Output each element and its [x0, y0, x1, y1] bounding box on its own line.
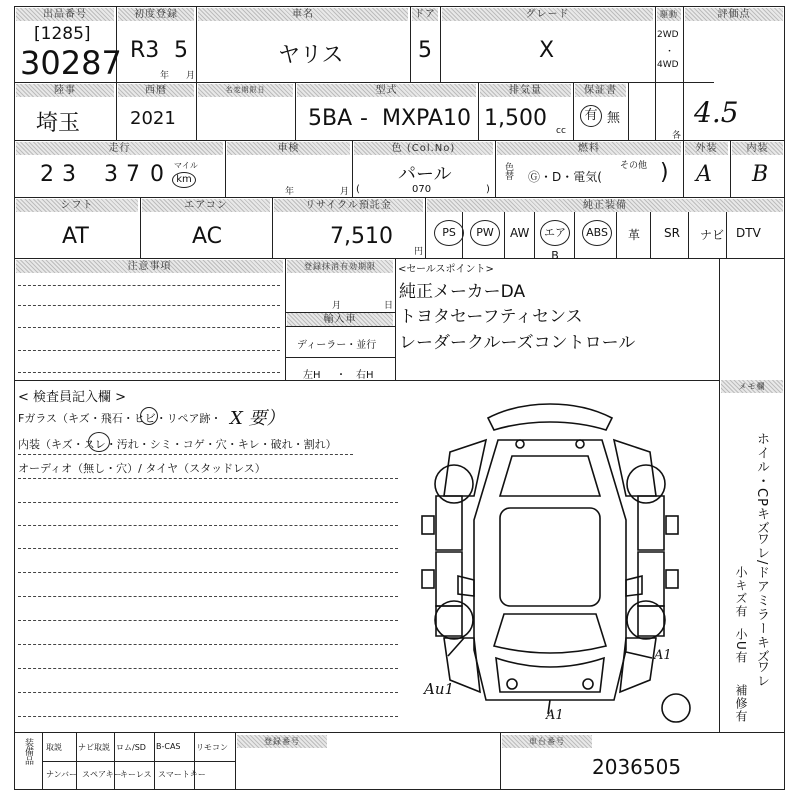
- equipment-item: PW: [470, 220, 500, 246]
- shift-value: AT: [62, 224, 89, 249]
- inspect-year: 年: [285, 187, 295, 197]
- equip-item: ロム/SD: [116, 743, 146, 752]
- region-value: 埼玉: [36, 111, 81, 136]
- reg-expiry-month: 月: [332, 301, 342, 311]
- type-code: MXPA10: [382, 106, 471, 131]
- label-doors: ドア: [412, 8, 438, 21]
- exterior-grade: A: [696, 162, 712, 187]
- mileage-digit: 3: [62, 162, 76, 187]
- equip-item: スマートキー: [158, 770, 206, 779]
- equipment-item: ナビ: [700, 228, 725, 242]
- label-lot-no: 出品番号: [16, 8, 114, 21]
- equip-item: スペアキー: [82, 770, 122, 779]
- grade-value: X: [539, 38, 555, 63]
- equipment-item: PS: [434, 220, 464, 246]
- type-sep: -: [360, 106, 368, 131]
- label-memo: メモ欄: [721, 380, 783, 393]
- equipment-item: AW: [510, 226, 530, 240]
- aircon-value: AC: [192, 224, 223, 249]
- inspector-glass: Fガラス（キズ・飛石・ヒビ・リペア跡・: [18, 412, 222, 425]
- equipment-item: 革: [628, 228, 641, 242]
- side-note-mirror: ワレ/ドアミラーキズ: [754, 532, 769, 664]
- equip-item: 取説: [46, 743, 62, 752]
- label-inspect: 車検: [227, 142, 350, 155]
- mileage-digit: 3: [104, 162, 118, 187]
- label-chassis-no: 車台番号: [502, 735, 592, 748]
- recycle-unit: 円: [414, 247, 424, 257]
- label-exterior: 外装: [685, 142, 728, 155]
- color-code: 070: [412, 184, 432, 195]
- side-note-repair: 補修有: [734, 684, 748, 723]
- label-type: 型式: [297, 84, 476, 97]
- label-recycle: リサイクル預託金: [274, 199, 423, 212]
- label-score: 評価点: [685, 8, 783, 21]
- label-drive: 駆動: [657, 8, 681, 21]
- score-value: 4.5: [694, 96, 739, 129]
- mileage-unit-km: km: [172, 172, 196, 188]
- equip-item: ナビ取説: [78, 743, 110, 752]
- label-owner-note: 名変期限日: [198, 84, 293, 97]
- mileage-digit: 2: [40, 162, 54, 187]
- label-displacement: 排気量: [480, 84, 571, 97]
- glass-mark: X 要）: [230, 408, 285, 429]
- equip-item: B-CAS: [156, 742, 181, 751]
- import-dealer: ディーラー・並行: [297, 340, 377, 351]
- label-car-name: 車名: [198, 8, 408, 21]
- equipment-item: DTV: [736, 226, 761, 240]
- inspect-month: 月: [340, 187, 350, 197]
- label-reg-expiry: 登録抹消有効期限: [287, 260, 393, 273]
- label-shift: シフト: [16, 199, 138, 212]
- side-note-wheel: ホイル・CPキズ: [754, 432, 769, 535]
- import-right: 右H: [356, 370, 374, 381]
- reg-expiry-day: 日: [384, 301, 394, 311]
- label-region: 陸事: [16, 84, 114, 97]
- inspector-interior: 内装（キズ・スレ・汚れ・シミ・コゲ・穴・キレ・破れ・割れ）: [18, 438, 337, 451]
- fuel-other: その他: [620, 161, 648, 171]
- auction-sheet: 出品番号 初度登録 車名 ドア グレード 駆動 評価点 [1285] 30287 R3 5 年 月 ヤリス 5 X 2WD ・ 4WD 陸事 西暦 名変期限日 型式 排気量 保証書 埼玉 2021 5BA - MXPA10 1,500 cc 有 無 4.5 各 走行 車検 色 (Col.No) 燃料 外装 内装 2 3 3 7 0 マイル km 年 月 パール ( 070 ) 色替 Ⓖ・D・電気( その他 ) A B シフト エアコン リサイクル預託金 純正装備 AT AC 7,510 円 PS PW AW エアB ABS 革 SR ナビ DTV 注意事項 登録抹消有効期限 <セールスポイント> 月 日 輸入車 ディーラー・並行 左H ・ 右H 純正メーカーDA トヨタセーフティセンス レーダークルーズコントロール メモ欄 < 検査員記入欄 > Fガラス（キズ・飛石・ヒビ・リペア跡・ X 要） 内装（キズ・スレ・汚れ・シミ・コゲ・穴・キレ・破れ・割れ） オーディオ（無し・穴）/ タイヤ（スタッドレス） A1 Au1 A1 ホイル・CPキズ ワレ/ドアミラーキズ 小キズ有 ワレ 小U有 補修有 装備品 取説 ナビ取説 ロム/SD B-CAS リモコン ナンバー スペアキー キーレス スマートキー 登録番号 車台番号 2036505: [0, 0, 800, 800]
- side-note-u: 小U有: [734, 628, 748, 664]
- interior-grade: B: [752, 162, 769, 187]
- mileage-digit: 0: [150, 162, 164, 187]
- first-reg-year-unit: 年: [160, 71, 170, 81]
- door-count: 5: [418, 38, 432, 63]
- side-note-crack: ワレ: [754, 660, 769, 688]
- label-fuel: 燃料: [497, 142, 681, 155]
- displacement-unit: cc: [556, 126, 566, 136]
- label-sales-points: <セールスポイント>: [398, 264, 494, 275]
- mark-a1-bottom: A1: [546, 708, 564, 723]
- car-name: ヤリス: [278, 43, 344, 68]
- first-reg-month-unit: 月: [186, 71, 196, 81]
- mark-au1: Au1: [424, 680, 455, 698]
- drive-4wd: 4WD: [657, 60, 679, 70]
- label-options: 純正装備: [427, 199, 783, 212]
- label-interior: 内装: [732, 142, 783, 155]
- equip-item: ナンバー: [46, 770, 78, 779]
- model-year-value: 2021: [130, 108, 176, 129]
- equip-side-label: 装備品: [23, 738, 33, 765]
- equip-item: リモコン: [196, 743, 228, 752]
- first-reg-year: R3: [130, 38, 160, 63]
- label-aircon: エアコン: [142, 199, 270, 212]
- color-name: パール: [398, 164, 452, 185]
- label-import: 輸入車: [287, 313, 393, 326]
- mileage-digit: 7: [126, 162, 140, 187]
- label-warranty: 保証書: [575, 84, 626, 97]
- color-change-note: 色替: [503, 162, 513, 180]
- label-color: 色 (Col.No): [354, 142, 493, 155]
- label-model-year: 西暦: [118, 84, 194, 97]
- first-reg-month: 5: [174, 38, 188, 63]
- equipment-item: エアB: [540, 220, 570, 246]
- equipment-item: SR: [664, 226, 680, 240]
- sales-point-2: トヨタセーフティセンス: [399, 307, 583, 327]
- chassis-number: 2036505: [592, 755, 682, 779]
- label-first-reg: 初度登録: [118, 8, 194, 21]
- equipment-item: ABS: [582, 220, 612, 246]
- fuel-options: Ⓖ・D・電気(: [528, 170, 602, 184]
- type-prefix: 5BA: [308, 106, 353, 131]
- inspector-heading: < 検査員記入欄 >: [18, 390, 127, 405]
- label-reg-no: 登録番号: [237, 735, 327, 748]
- mileage-unit-mile: マイル: [174, 161, 198, 170]
- label-grade: グレード: [442, 8, 653, 21]
- lot-number: 30287: [20, 44, 122, 82]
- inspector-audio: オーディオ（無し・穴）/ タイヤ（スタッドレス）: [18, 462, 266, 475]
- mark-a1-right: A1: [654, 648, 672, 663]
- displacement-value: 1,500: [484, 106, 547, 131]
- equip-item: キーレス: [120, 770, 152, 779]
- import-left: 左H: [303, 370, 321, 381]
- warranty-yes: 有: [580, 105, 602, 127]
- warranty-no: 無: [607, 111, 621, 126]
- sales-point-1: 純正メーカーDA: [399, 282, 526, 302]
- side-note-small-scratch: 小キズ有: [734, 566, 748, 618]
- sales-point-3: レーダークルーズコントロール: [399, 333, 636, 353]
- label-notes: 注意事項: [16, 260, 283, 273]
- lot-bracket: [1285]: [34, 24, 91, 44]
- drive-2wd: 2WD: [657, 30, 679, 40]
- recycle-value: 7,510: [330, 224, 393, 249]
- label-mileage: 走行: [16, 142, 223, 155]
